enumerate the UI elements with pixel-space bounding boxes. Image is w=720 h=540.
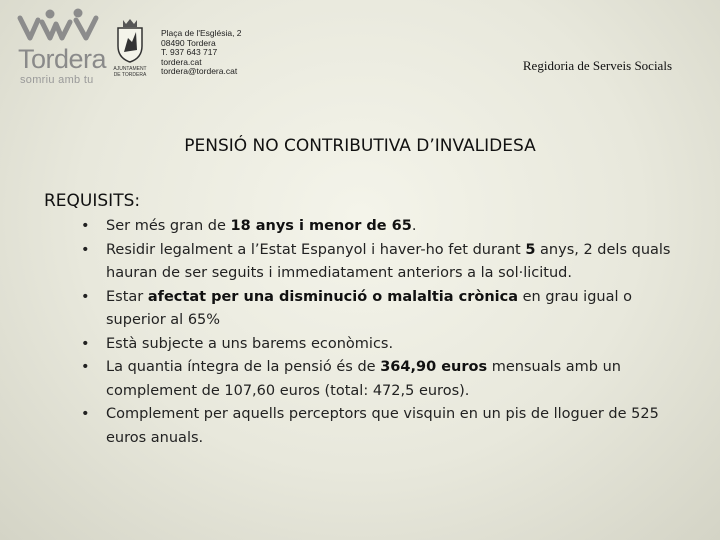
bullet: •: [81, 288, 90, 305]
contact-address: Plaça de l'Església, 2: [161, 28, 242, 38]
item-bold: 364,90 euros: [380, 359, 488, 375]
list-item: [78, 356, 693, 403]
logo-name: Tordera: [18, 44, 107, 74]
item-bold: afectat per una disminució o malaltia crònica: [147, 288, 518, 305]
item-text: Residir legalment a l’Estat Espanyol i haver-ho fet durant: [106, 241, 526, 258]
item-bold: 18 anys i menor de 65: [230, 218, 412, 234]
department-name: Regidoria de Serveis Socials: [522, 58, 672, 73]
list-item: [78, 215, 693, 239]
bullet: •: [81, 335, 90, 352]
item-text: anys, 2 dels quals hauran de ser seguits i immediatament anteriors a la sol·licitud.: [106, 241, 671, 281]
item-text: .: [411, 218, 417, 234]
requirements-heading: REQUISITS:: [44, 191, 141, 211]
crest-caption: [110, 66, 150, 78]
requirements-list: [78, 215, 693, 450]
item-text: Complement per aquells perceptors que visquin en un pis de lloguer de 525 euros anuals.: [106, 406, 659, 446]
contact-email: tordera@tordera.cat: [161, 66, 238, 77]
list-item: [78, 403, 693, 450]
coat-of-arms-icon: [115, 18, 145, 64]
logo-tagline-part1: somriu: [20, 74, 55, 86]
list-item: [78, 333, 693, 357]
item-text: en grau igual o superior al 65%: [106, 288, 632, 328]
item-text: Estar: [106, 288, 148, 305]
item-bold: 5: [525, 241, 536, 258]
header: [0, 0, 720, 90]
contact-postcode: 08490 Tordera: [161, 37, 216, 48]
bullet: •: [81, 241, 90, 258]
item-text: Ser més gran de: [106, 218, 231, 234]
contact-website: tordera.cat: [161, 56, 202, 67]
page-title: PENSIÓ NO CONTRIBUTIVA D’INVALIDESA: [184, 136, 536, 156]
bullet: •: [81, 218, 90, 234]
ajuntament-crest: [110, 18, 150, 88]
item-text: Està subjecte a uns barems econòmics.: [106, 335, 394, 352]
logo-tagline-part2: amb tu: [58, 74, 94, 86]
bullet: •: [81, 406, 90, 422]
item-text: La quantia íntegra de la pensió és de: [106, 359, 381, 375]
crest-caption-line2: DE TORDERA: [113, 72, 147, 78]
bullet: •: [81, 359, 90, 375]
people-figures-icon: [16, 8, 108, 44]
contact-block: [161, 29, 242, 77]
item-text: mensuals amb un complement de 107,60 euros (total: 472,5 euros).: [106, 359, 621, 399]
list-item: [78, 286, 693, 333]
logo-tagline: [20, 74, 94, 86]
contact-phone: T. 937 643 717: [161, 47, 218, 58]
crest-caption-line1: AJUNTAMENT: [113, 66, 147, 72]
list-item: [78, 239, 693, 286]
tordera-logo: [14, 8, 114, 84]
